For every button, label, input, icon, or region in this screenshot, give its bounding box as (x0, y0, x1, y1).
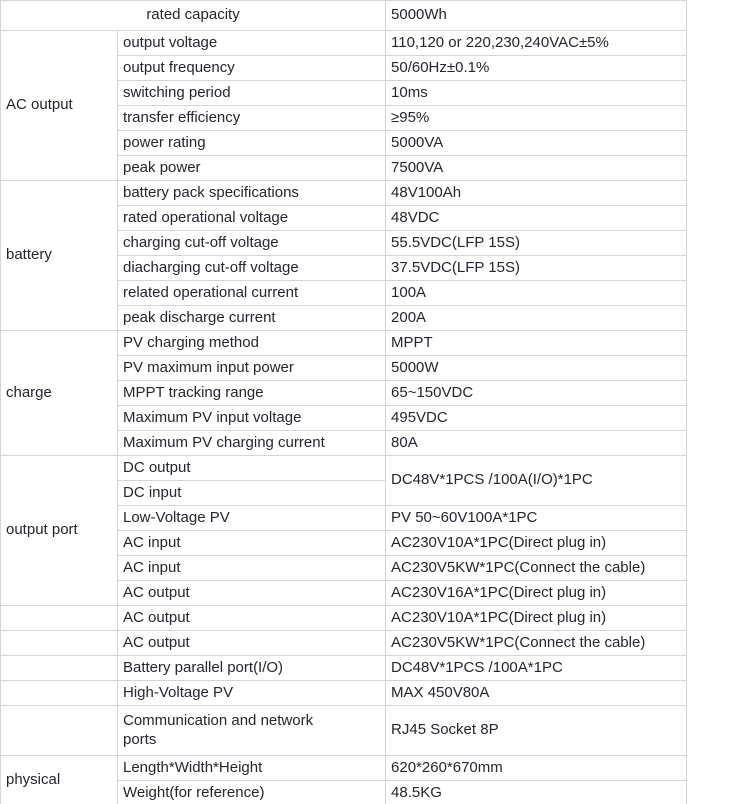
spec-value-cell: ≥95% (386, 106, 687, 131)
spec-param-cell: DC output (118, 456, 386, 481)
spec-value-cell: 50/60Hz±0.1% (386, 56, 687, 81)
spec-param-cell: High-Voltage PV (118, 681, 386, 706)
table-row (1, 456, 687, 481)
spec-param-cell: Low-Voltage PV (118, 506, 386, 531)
spec-value-cell: 48.5KG (386, 781, 687, 804)
spec-value-cell: RJ45 Socket 8P (386, 706, 687, 756)
spec-param-cell: AC output (118, 581, 386, 606)
spec-value-cell: MPPT (386, 331, 687, 356)
spec-param-cell: diacharging cut-off voltage (118, 256, 386, 281)
spec-param-cell: Battery parallel port(I/O) (118, 656, 386, 681)
spec-param-cell: related operational current (118, 281, 386, 306)
spec-value-cell: 10ms (386, 81, 687, 106)
spec-param-cell: rated capacity (1, 1, 386, 31)
table-row (1, 706, 687, 756)
spec-value-cell: AC230V16A*1PC(Direct plug in) (386, 581, 687, 606)
spec-value-cell: AC230V5KW*1PC(Connect the cable) (386, 556, 687, 581)
spec-param-cell: DC input (118, 481, 386, 506)
spec-param-cell: Maximum PV charging current (118, 431, 386, 456)
category-cell-output-port: output port (1, 456, 118, 606)
category-cell-empty (1, 631, 118, 656)
spec-value-cell: 5000VA (386, 131, 687, 156)
spec-value-cell: 65~150VDC (386, 381, 687, 406)
spec-param-cell: peak power (118, 156, 386, 181)
spec-param-cell: output voltage (118, 31, 386, 56)
table-row (1, 631, 687, 656)
category-cell-ac-output: AC output (1, 31, 118, 181)
spec-param-cell: battery pack specifications (118, 181, 386, 206)
spec-value-cell: 55.5VDC(LFP 15S) (386, 231, 687, 256)
spec-value-cell: 80A (386, 431, 687, 456)
spec-value-cell: 37.5VDC(LFP 15S) (386, 256, 687, 281)
table-row (1, 1, 687, 31)
spec-param-cell: charging cut-off voltage (118, 231, 386, 256)
spec-param-cell: Maximum PV input voltage (118, 406, 386, 431)
category-cell-empty (1, 606, 118, 631)
spec-param-cell: AC input (118, 556, 386, 581)
spec-value-cell: AC230V5KW*1PC(Connect the cable) (386, 631, 687, 656)
spec-value-cell: AC230V10A*1PC(Direct plug in) (386, 531, 687, 556)
spec-value-cell: AC230V10A*1PC(Direct plug in) (386, 606, 687, 631)
table-row (1, 31, 687, 56)
spec-value-cell: DC48V*1PCS /100A*1PC (386, 656, 687, 681)
table-row (1, 606, 687, 631)
spec-value-cell: 48VDC (386, 206, 687, 231)
spec-value-cell: 5000W (386, 356, 687, 381)
table-row (1, 681, 687, 706)
spec-param-cell: output frequency (118, 56, 386, 81)
spec-value-cell: 110,120 or 220,230,240VAC±5% (386, 31, 687, 56)
spec-param-cell: peak discharge current (118, 306, 386, 331)
spec-value-cell: 5000Wh (386, 1, 687, 31)
table-row (1, 331, 687, 356)
spec-param-cell: transfer efficiency (118, 106, 386, 131)
category-cell-empty (1, 681, 118, 706)
spec-param-cell: AC output (118, 606, 386, 631)
spec-param-cell: power rating (118, 131, 386, 156)
spec-param-cell: PV charging method (118, 331, 386, 356)
category-cell-empty (1, 706, 118, 756)
spec-value-cell: 7500VA (386, 156, 687, 181)
spec-param-cell: switching period (118, 81, 386, 106)
spec-value-cell: 620*260*670mm (386, 756, 687, 781)
table-row (1, 181, 687, 206)
spec-param-cell: PV maximum input power (118, 356, 386, 381)
category-cell-physical: physical (1, 756, 118, 804)
spec-param-cell: Length*Width*Height (118, 756, 386, 781)
table-row (1, 756, 687, 781)
spec-value-cell: DC48V*1PCS /100A(I/O)*1PC (386, 456, 687, 506)
spec-param-cell: rated operational voltage (118, 206, 386, 231)
table-row (1, 656, 687, 681)
spec-value-cell: 200A (386, 306, 687, 331)
category-cell-empty (1, 656, 118, 681)
spec-value-cell: MAX 450V80A (386, 681, 687, 706)
spec-value-cell: 495VDC (386, 406, 687, 431)
spec-value-cell: 100A (386, 281, 687, 306)
spec-param-text: Communication and network ports (123, 711, 314, 748)
spec-value-cell: PV 50~60V100A*1PC (386, 506, 687, 531)
category-cell-battery: battery (1, 181, 118, 331)
spec-param-cell: MPPT tracking range (118, 381, 386, 406)
category-cell-charge: charge (1, 331, 118, 456)
spec-param-cell (118, 706, 386, 756)
spec-param-cell: Weight(for reference) (118, 781, 386, 804)
spec-param-cell: AC input (118, 531, 386, 556)
spec-value-cell: 48V100Ah (386, 181, 687, 206)
spec-param-cell: AC output (118, 631, 386, 656)
